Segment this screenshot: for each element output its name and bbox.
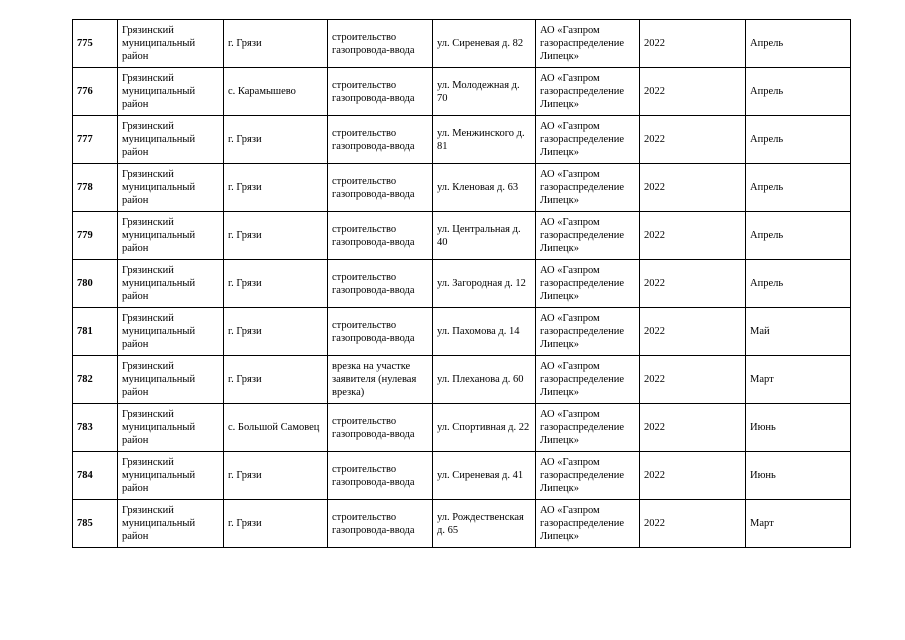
- settlement-cell: с. Большой Самовец: [224, 404, 328, 452]
- district-cell: Грязинский муниципальный район: [118, 260, 224, 308]
- settlement-cell: г. Грязи: [224, 116, 328, 164]
- organization-cell: АО «Газпром газораспределение Липецк»: [536, 164, 640, 212]
- work-type-cell: строительство газопровода-ввода: [328, 212, 433, 260]
- row-number: 778: [73, 164, 118, 212]
- table-row: [73, 68, 851, 116]
- address-cell: ул. Сиреневая д. 41: [433, 452, 536, 500]
- organization-cell: АО «Газпром газораспределение Липецк»: [536, 260, 640, 308]
- address-cell: ул. Пахомова д. 14: [433, 308, 536, 356]
- address-cell: ул. Рождественская д. 65: [433, 500, 536, 548]
- table-row: [73, 404, 851, 452]
- organization-cell: АО «Газпром газораспределение Липецк»: [536, 68, 640, 116]
- table-row: [73, 20, 851, 68]
- work-type-cell: строительство газопровода-ввода: [328, 500, 433, 548]
- organization-cell: АО «Газпром газораспределение Липецк»: [536, 404, 640, 452]
- year-cell: 2022: [640, 20, 746, 68]
- month-cell: Июнь: [746, 404, 851, 452]
- year-cell: 2022: [640, 356, 746, 404]
- year-cell: 2022: [640, 164, 746, 212]
- settlement-cell: г. Грязи: [224, 212, 328, 260]
- row-number: 777: [73, 116, 118, 164]
- address-cell: ул. Кленовая д. 63: [433, 164, 536, 212]
- month-cell: Апрель: [746, 68, 851, 116]
- table-row: [73, 164, 851, 212]
- table-row: [73, 356, 851, 404]
- row-number: 781: [73, 308, 118, 356]
- year-cell: 2022: [640, 308, 746, 356]
- month-cell: Март: [746, 356, 851, 404]
- settlement-cell: г. Грязи: [224, 452, 328, 500]
- district-cell: Грязинский муниципальный район: [118, 404, 224, 452]
- district-cell: Грязинский муниципальный район: [118, 500, 224, 548]
- gasification-table: [72, 19, 851, 548]
- month-cell: Апрель: [746, 20, 851, 68]
- work-type-cell: строительство газопровода-ввода: [328, 260, 433, 308]
- month-cell: Июнь: [746, 452, 851, 500]
- organization-cell: АО «Газпром газораспределение Липецк»: [536, 212, 640, 260]
- table-row: [73, 308, 851, 356]
- month-cell: Апрель: [746, 212, 851, 260]
- month-cell: Апрель: [746, 116, 851, 164]
- district-cell: Грязинский муниципальный район: [118, 164, 224, 212]
- row-number: 783: [73, 404, 118, 452]
- work-type-cell: строительство газопровода-ввода: [328, 404, 433, 452]
- table-row: [73, 500, 851, 548]
- address-cell: ул. Центральная д. 40: [433, 212, 536, 260]
- work-type-cell: строительство газопровода-ввода: [328, 20, 433, 68]
- settlement-cell: г. Грязи: [224, 308, 328, 356]
- year-cell: 2022: [640, 452, 746, 500]
- year-cell: 2022: [640, 260, 746, 308]
- year-cell: 2022: [640, 500, 746, 548]
- address-cell: ул. Плеханова д. 60: [433, 356, 536, 404]
- address-cell: ул. Сиреневая д. 82: [433, 20, 536, 68]
- table-row: [73, 212, 851, 260]
- row-number: 784: [73, 452, 118, 500]
- organization-cell: АО «Газпром газораспределение Липецк»: [536, 116, 640, 164]
- work-type-cell: врезка на участке заявителя (нулевая врезка): [328, 356, 433, 404]
- row-number: 775: [73, 20, 118, 68]
- organization-cell: АО «Газпром газораспределение Липецк»: [536, 356, 640, 404]
- settlement-cell: г. Грязи: [224, 20, 328, 68]
- settlement-cell: г. Грязи: [224, 164, 328, 212]
- organization-cell: АО «Газпром газораспределение Липецк»: [536, 500, 640, 548]
- row-number: 776: [73, 68, 118, 116]
- row-number: 782: [73, 356, 118, 404]
- row-number: 785: [73, 500, 118, 548]
- district-cell: Грязинский муниципальный район: [118, 452, 224, 500]
- month-cell: Апрель: [746, 164, 851, 212]
- address-cell: ул. Менжинского д. 81: [433, 116, 536, 164]
- year-cell: 2022: [640, 212, 746, 260]
- work-type-cell: строительство газопровода-ввода: [328, 308, 433, 356]
- district-cell: Грязинский муниципальный район: [118, 212, 224, 260]
- settlement-cell: г. Грязи: [224, 260, 328, 308]
- organization-cell: АО «Газпром газораспределение Липецк»: [536, 308, 640, 356]
- address-cell: ул. Молодежная д. 70: [433, 68, 536, 116]
- year-cell: 2022: [640, 68, 746, 116]
- organization-cell: АО «Газпром газораспределение Липецк»: [536, 20, 640, 68]
- table-row: [73, 452, 851, 500]
- district-cell: Грязинский муниципальный район: [118, 116, 224, 164]
- district-cell: Грязинский муниципальный район: [118, 308, 224, 356]
- row-number: 779: [73, 212, 118, 260]
- work-type-cell: строительство газопровода-ввода: [328, 116, 433, 164]
- month-cell: Май: [746, 308, 851, 356]
- month-cell: Март: [746, 500, 851, 548]
- settlement-cell: с. Карамышево: [224, 68, 328, 116]
- year-cell: 2022: [640, 116, 746, 164]
- organization-cell: АО «Газпром газораспределение Липецк»: [536, 452, 640, 500]
- settlement-cell: г. Грязи: [224, 500, 328, 548]
- work-type-cell: строительство газопровода-ввода: [328, 164, 433, 212]
- address-cell: ул. Загородная д. 12: [433, 260, 536, 308]
- work-type-cell: строительство газопровода-ввода: [328, 68, 433, 116]
- row-number: 780: [73, 260, 118, 308]
- district-cell: Грязинский муниципальный район: [118, 356, 224, 404]
- table-row: [73, 260, 851, 308]
- settlement-cell: г. Грязи: [224, 356, 328, 404]
- work-type-cell: строительство газопровода-ввода: [328, 452, 433, 500]
- month-cell: Апрель: [746, 260, 851, 308]
- table-row: [73, 116, 851, 164]
- year-cell: 2022: [640, 404, 746, 452]
- address-cell: ул. Спортивная д. 22: [433, 404, 536, 452]
- district-cell: Грязинский муниципальный район: [118, 20, 224, 68]
- district-cell: Грязинский муниципальный район: [118, 68, 224, 116]
